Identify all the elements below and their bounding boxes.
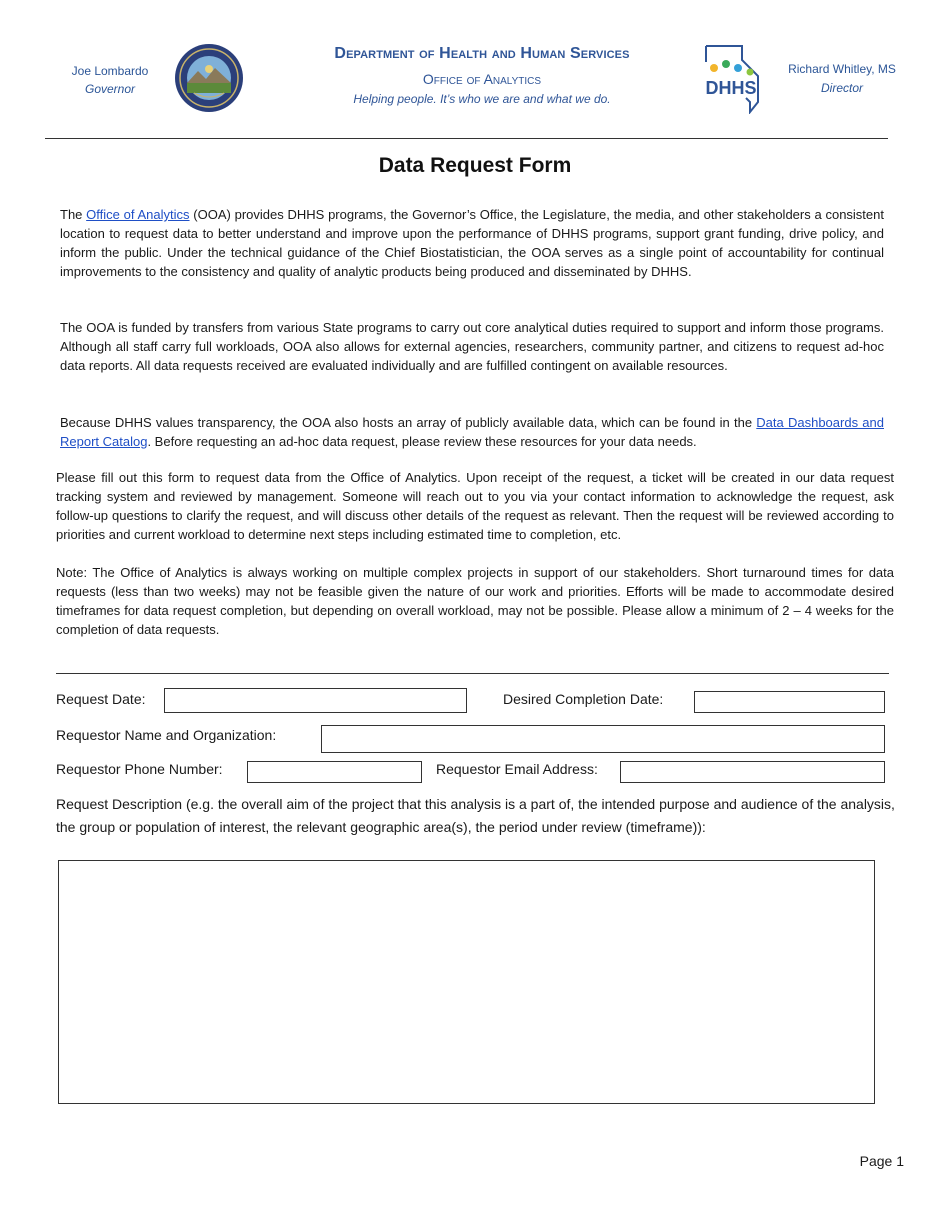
instructions-paragraph: Please fill out this form to request data from the Office of Analytics. Upon receipt of the request, a ticket will be created in our data request tracking system and reviewed by management. Someone will reach out to you via your contact information to acknowledge the request, ask follow-up questions to clarify the request, and will discuss other details of the request as relevant. Then the request will be reviewed according to priorities and current workload to determine next steps including estimated time to completion, etc. (56, 470, 894, 542)
page-number: Page 1 (859, 1153, 904, 1169)
department-name: Department of Health and Human Services (334, 45, 630, 62)
intro-paragraph-2: The OOA is funded by transfers from various State programs to carry out core analytical duties required to support and inform those programs. Although all staff carry full workloads, OOA also allows for external agencies, researchers, community partner, and citizens to request ad-hoc data reports. All data requests received are evaluated individually and are fulfilled contingent on available resources. (60, 320, 884, 373)
director-title: Director (820, 81, 863, 95)
state-seal-icon (174, 43, 244, 113)
intro-paragraph-1: The Office of Analytics (OOA) provides DHHS programs, the Governor’s Office, the Legislature, the media, and other stakeholders a consistent location to request data to better understand and improve upon the performance of DHHS programs, support grant funding, drive policy, and inform the public. Under the technical guidance of the Chief Biostatistician, the OOA serves as a single point of accountability for continual improvements to the consistency and quality of analytic products being produced and disseminated by DHHS. (60, 207, 884, 279)
phone-label: Requestor Phone Number: (56, 761, 223, 777)
phone-field[interactable] (247, 761, 422, 783)
description-label: Request Description (e.g. the overall aim of the project that this analysis is a part of, the intended purpose and audience of the analysis, the group or population of interest, the relevant geographic area(s), the period under review (timeframe)): (56, 796, 895, 835)
form-divider (56, 673, 889, 674)
email-label: Requestor Email Address: (436, 761, 598, 777)
request-date-field[interactable] (164, 688, 467, 713)
governor-title: Governor (84, 82, 136, 96)
office-name: Office of Analytics (422, 71, 542, 87)
description-field[interactable] (58, 860, 875, 1104)
dhhs-logo-icon (702, 42, 760, 114)
note-paragraph: Note: The Office of Analytics is always working on multiple complex projects in support of our stakeholders. Short turnaround times for data requests (less than two weeks) may not be feasible given the nature of our work and priorities. Efforts will be made to accommodate desired timeframes for data request completion, but depending on overall workload, may not be possible. Please allow a minimum of 2 – 4 weeks for the completion of data requests. (56, 565, 894, 637)
name-org-label: Requestor Name and Organization: (56, 727, 277, 743)
tagline: Helping people. It’s who we are and what we do. (353, 92, 611, 106)
office-of-analytics-link[interactable]: Office of Analytics (86, 207, 190, 222)
email-field[interactable] (620, 761, 885, 783)
request-date-label: Request Date: (56, 691, 146, 707)
page-title: Data Request Form (378, 154, 572, 177)
governor-name: Joe Lombardo (71, 64, 149, 78)
completion-date-field[interactable] (694, 691, 885, 713)
header-divider (45, 138, 888, 139)
completion-date-label: Desired Completion Date: (503, 691, 664, 707)
director-name: Richard Whitley, MS (788, 62, 896, 76)
intro-paragraph-3: Because DHHS values transparency, the OOA also hosts an array of publicly available data, which can be found in the Data Dashboards and Report Catalog. Before requesting an ad-hoc data request, please review these resources for your data needs. (60, 415, 884, 449)
dhhs-logo-text: DHHS (705, 78, 757, 98)
name-org-field[interactable] (321, 725, 885, 753)
data-dashboards-link[interactable]: Data Dashboards and Report Catalog (60, 415, 884, 449)
